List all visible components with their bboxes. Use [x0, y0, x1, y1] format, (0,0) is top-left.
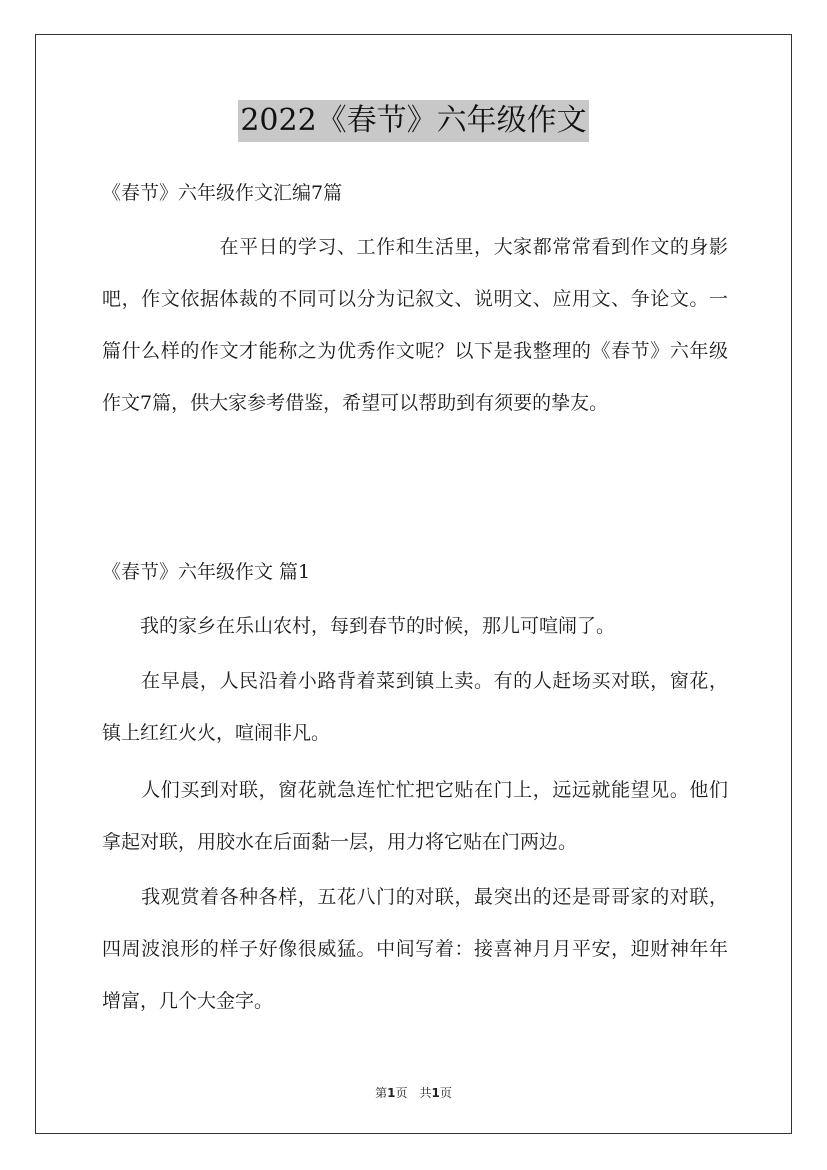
- body-paragraph: 我的家乡在乐山农村，每到春节的时候，那儿可喧闹了。: [102, 615, 616, 637]
- document-subtitle: 《春节》六年级作文汇编7篇: [102, 182, 343, 204]
- document-title: 2022《春节》六年级作文: [238, 100, 588, 142]
- body-paragraph: 我观赏着各种各样，五花八门的对联，最突出的还是哥哥家的对联，四周波浪形的样子好像很威猛。中间写着：接喜神月月平安，迎财神年年增富，几个大金字。: [102, 886, 728, 1012]
- body-paragraph: 人们买到对联，窗花就急连忙忙把它贴在门上，远远就能望见。他们拿起对联，用胶水在后面黏一层，用力将它贴在门两边。: [102, 779, 728, 853]
- page-total: 1: [431, 1086, 440, 1100]
- title-container: [0, 100, 827, 142]
- body-paragraph: 在早晨，人民沿着小路背着菜到镇上卖。有的人赶场买对联，窗花，镇上红红火火，喧闹非凡。: [102, 670, 728, 744]
- page-label-suffix: 页: [439, 1086, 452, 1100]
- intro-paragraph: 在平日的学习、工作和生活里，大家都常常看到作文的身影吧，作文依据体裁的不同可以分为记叙文、说明文、应用文、争论文。一篇什么样的作文才能称之为优秀作文呢？以下是我整理的《春节》六年级作文7篇，供大家参考借鉴，希望可以帮助到有须要的挚友。: [102, 236, 728, 414]
- page-footer: [0, 1084, 827, 1101]
- page-current: 1: [387, 1086, 396, 1100]
- section-heading: 《春节》六年级作文 篇1: [102, 561, 311, 583]
- page-label-prefix: 第: [375, 1086, 388, 1100]
- page-label-mid: 页 共: [395, 1086, 432, 1100]
